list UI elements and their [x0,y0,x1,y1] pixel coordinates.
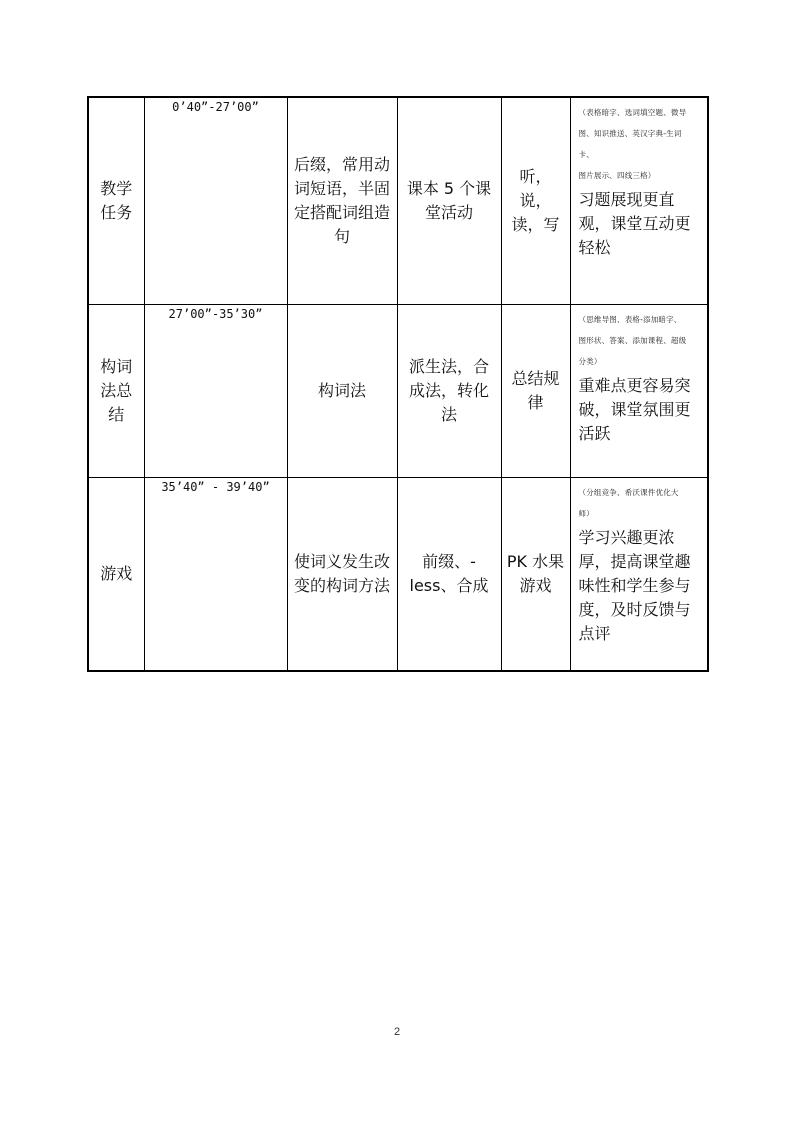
page-number: 2 [393,1026,401,1038]
tech-cell [570,477,708,671]
content-cell: 构词法 [287,304,397,477]
activity-cell: 派生法，合 成法，转化 法 [397,304,501,477]
stage-cell: 游戏 [88,477,144,671]
skill-cell: 总结规 律 [501,304,570,477]
table-row [88,97,708,304]
time-cell [144,477,287,671]
time-range: 27’00”-35’30” [168,306,263,321]
benefit-text: 学习兴趣更浓 厚，提高课堂趣 味性和学生参与 度，及时反馈与 点评 [578,527,691,643]
table-row [88,477,708,671]
tech-note: （分组竞争、希沃课件优化大 师） [578,487,679,518]
table-row [88,304,708,477]
time-cell [144,97,287,304]
time-range: 35’40” - 39’40” [161,479,270,494]
skill-cell: PK 水果 游戏 [501,477,570,671]
activity-cell: 课本 5 个课 堂活动 [397,97,501,304]
tech-cell [570,304,708,477]
tech-note: （思维导图、表格-添加暗字、 图形状、答案、添加课程、超级 分类） [578,314,687,366]
stage-cell: 构词 法总 结 [88,304,144,477]
content-cell: 后缀，常用动 词短语，半固 定搭配词组造 句 [287,97,397,304]
time-cell [144,304,287,477]
content-cell: 使词义发生改 变的构词方法 [287,477,397,671]
tech-note: （表格暗字、选词填空题、微导 图、知识推送、英汉字典-生词 卡、 图片展示、四线三格） [578,108,687,180]
benefit-text: 习题展现更直 观，课堂互动更 轻松 [578,190,691,257]
lesson-plan-table [87,96,709,672]
time-range: 0’40”-27’00” [172,100,259,114]
stage-cell: 教学 任务 [88,97,144,304]
benefit-text: 重难点更容易突 破，课堂氛围更 活跃 [578,375,691,443]
tech-cell [570,97,708,304]
activity-cell: 前缀、- less、合成 [397,477,501,671]
skill-cell: 听， 说， 读，写 [501,97,570,304]
